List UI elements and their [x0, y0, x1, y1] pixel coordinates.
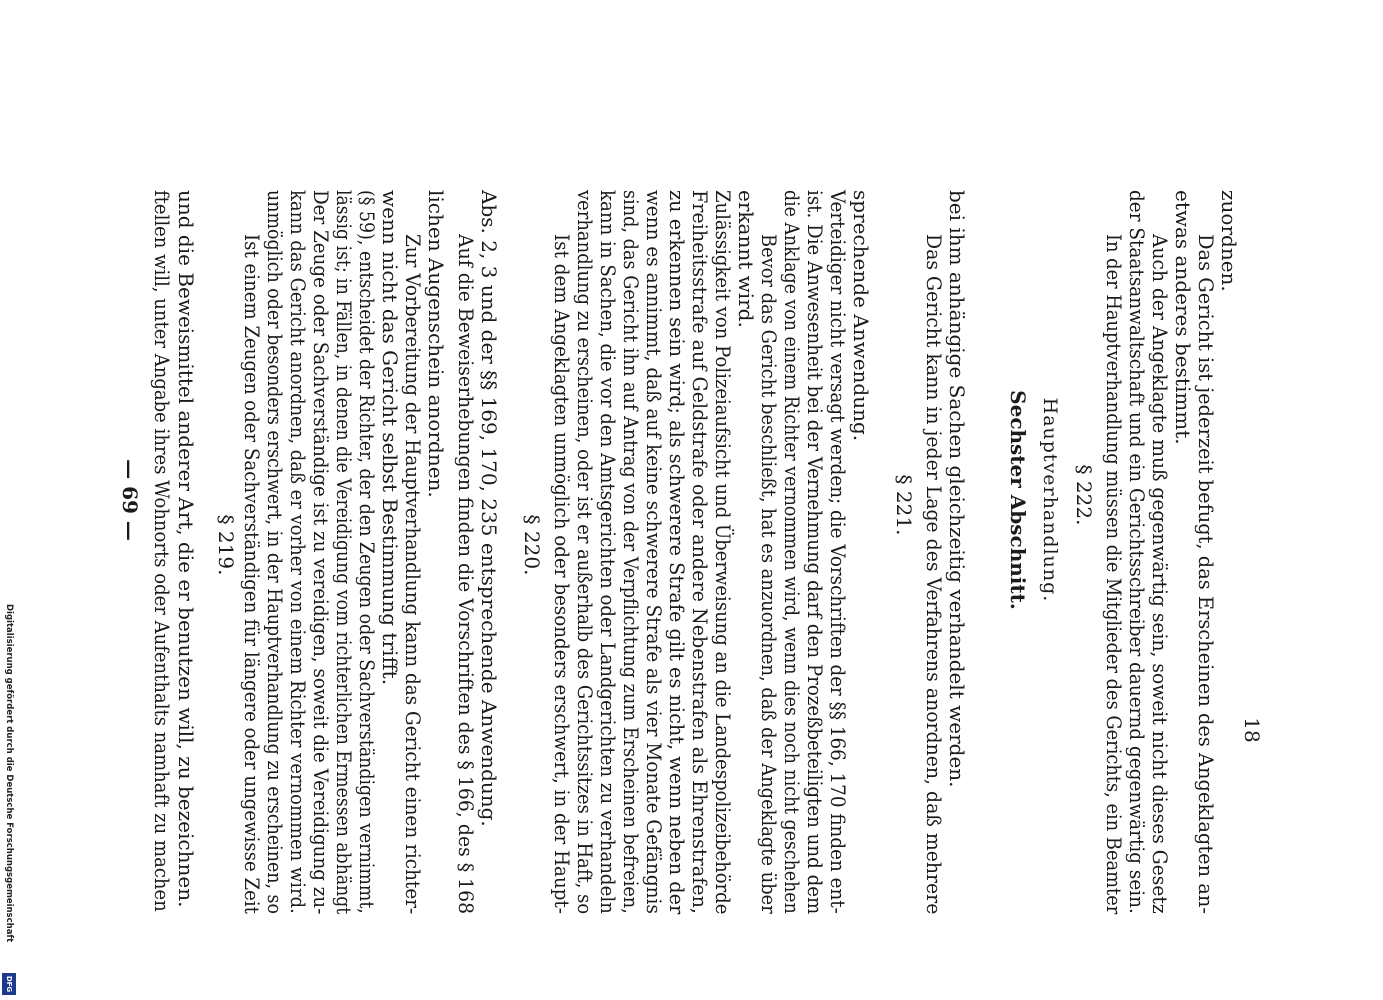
- dfg-logo: [2, 973, 16, 995]
- text-line: wenn nicht das Gericht selbst Bestimmung trifft.: [378, 190, 402, 686]
- text-line: Das Gericht ist jederzeit befugt, das Erscheinen des Angeklagten an-: [1194, 234, 1218, 914]
- digitization-credit: [0, 604, 22, 1000]
- text-line: lässig ist; in Fällen, in denen die Vereidigung vom richterlichen Ermessen abhängt: [332, 190, 356, 915]
- section-heading: Sechster Abschnitt.: [1006, 390, 1030, 610]
- text-line: Auch der Angeklagte muß gegenwärtig sein, soweit nicht dieses Gesetz: [1148, 234, 1172, 914]
- text-line: zuordnen.: [1217, 190, 1241, 292]
- signature-mark: 18: [1240, 717, 1264, 743]
- text-line: sprechende Anwendung.: [849, 190, 873, 442]
- text-line: Zulässigkeit von Polizeiaufsicht und Überweisung an die Landespolizeibehörde: [711, 190, 735, 915]
- text-line: ist. Die Anwesenheit bei der Vernehmung darf den Prozeßbeteiligten und dem: [803, 190, 827, 915]
- dfg-logo-text: DFG: [5, 975, 13, 993]
- text-line: Freiheitsstrafe auf Geldstrafe oder andere Nebenstrafen als Ehrenstrafen,: [688, 190, 712, 914]
- text-line: (§ 59), entscheidet der Richter, der den Zeugen oder Sachverständigen vernimmt,: [355, 190, 379, 914]
- text-line: Zur Vorbereitung der Hauptverhandlung kann das Gericht einen richter-: [401, 234, 425, 915]
- text-line: Auf die Beweiserhebungen finden die Vorschriften des § 166, des § 168: [454, 234, 478, 915]
- text-line: etwas anderes bestimmt.: [1171, 190, 1195, 445]
- text-line: kann in Sachen, die vor den Amtsgerichten oder Landgerichten zu verhandeln: [596, 190, 620, 914]
- section-number-221: § 221.: [892, 474, 916, 536]
- text-line: und die Beweismittel anderer Art, die er benutzen will, zu bezeichnen.: [174, 190, 198, 908]
- text-line: lichen Augenschein anordnen.: [424, 190, 448, 498]
- section-number-220: § 220.: [520, 514, 544, 576]
- text-line: Abs. 2, 3 und der §§ 169, 170, 235 entsprechende Anwendung.: [477, 190, 501, 827]
- text-line: Das Gericht kann in jeder Lage des Verfahrens anordnen, daß mehrere: [922, 234, 946, 915]
- text-line: zu erkennen sein wird; als schwerere Strafe gilt es nicht, wenn neben der: [665, 190, 689, 915]
- text-line: wenn es annimmt, daß auf keine schwerere Strafe als vier Monate Gefängnis: [642, 190, 666, 914]
- text-line: kann das Gericht anordnen, daß er vorher von einem Richter vernommen wird.: [286, 190, 310, 914]
- section-subheading: Hauptverhandlung.: [1039, 397, 1061, 603]
- text-line: die Anklage von einem Richter vernommen wird, wenn dies noch nicht geschehen: [780, 190, 804, 914]
- text-line: Ist dem Angeklagten unmöglich oder besonders erschwert, in der Haupt-: [550, 234, 574, 914]
- text-line: In der Hauptverhandlung müssen die Mitglieder des Gerichts, ein Beamter: [1102, 234, 1126, 915]
- text-line: der Staatsanwaltschaft und ein Gerichtsschreiber dauernd gegenwärtig sein.: [1125, 190, 1149, 914]
- text-line: sind, das Gericht ihn auf Antrag von der Verpflichtung zum Erscheinen befreien,: [619, 190, 643, 914]
- text-line: Ist einem Zeugen oder Sachverständigen für längere oder ungewisse Zeit: [240, 234, 264, 914]
- text-line: erkannt wird.: [734, 190, 758, 328]
- text-line: bei ihm anhängige Sachen gleichzeitig verhandelt werden.: [945, 190, 969, 788]
- page-number: — 69 —: [118, 459, 142, 541]
- text-line: verhandlung zu erscheinen, oder ist er außerhalb des Gerichtssitzes in Haft, so: [573, 190, 597, 915]
- text-line: Der Zeuge oder Sachverständige ist zu vereidigen, soweit die Vereidigung zu-: [309, 190, 333, 915]
- text-line: unmöglich oder besonders erschwert, in der Hauptverhandlung zu erscheinen, so: [263, 190, 287, 914]
- text-line: ftellen will, unter Angabe ihres Wohnorts oder Aufenthalts namhaft zu machen: [150, 190, 174, 912]
- credit-text: Digitalisierung gefördert durch die Deutsche Forschungsgemeinschaft: [4, 604, 14, 943]
- text-line: Bevor das Gericht beschließt, hat es anzuordnen, daß der Angeklagte über: [757, 234, 781, 914]
- section-number-219: § 219.: [214, 514, 238, 576]
- text-line: Verteidiger nicht versagt werden; die Vorschriften der §§ 166, 170 finden ent-: [826, 190, 850, 914]
- section-number-222: § 222.: [1072, 464, 1096, 526]
